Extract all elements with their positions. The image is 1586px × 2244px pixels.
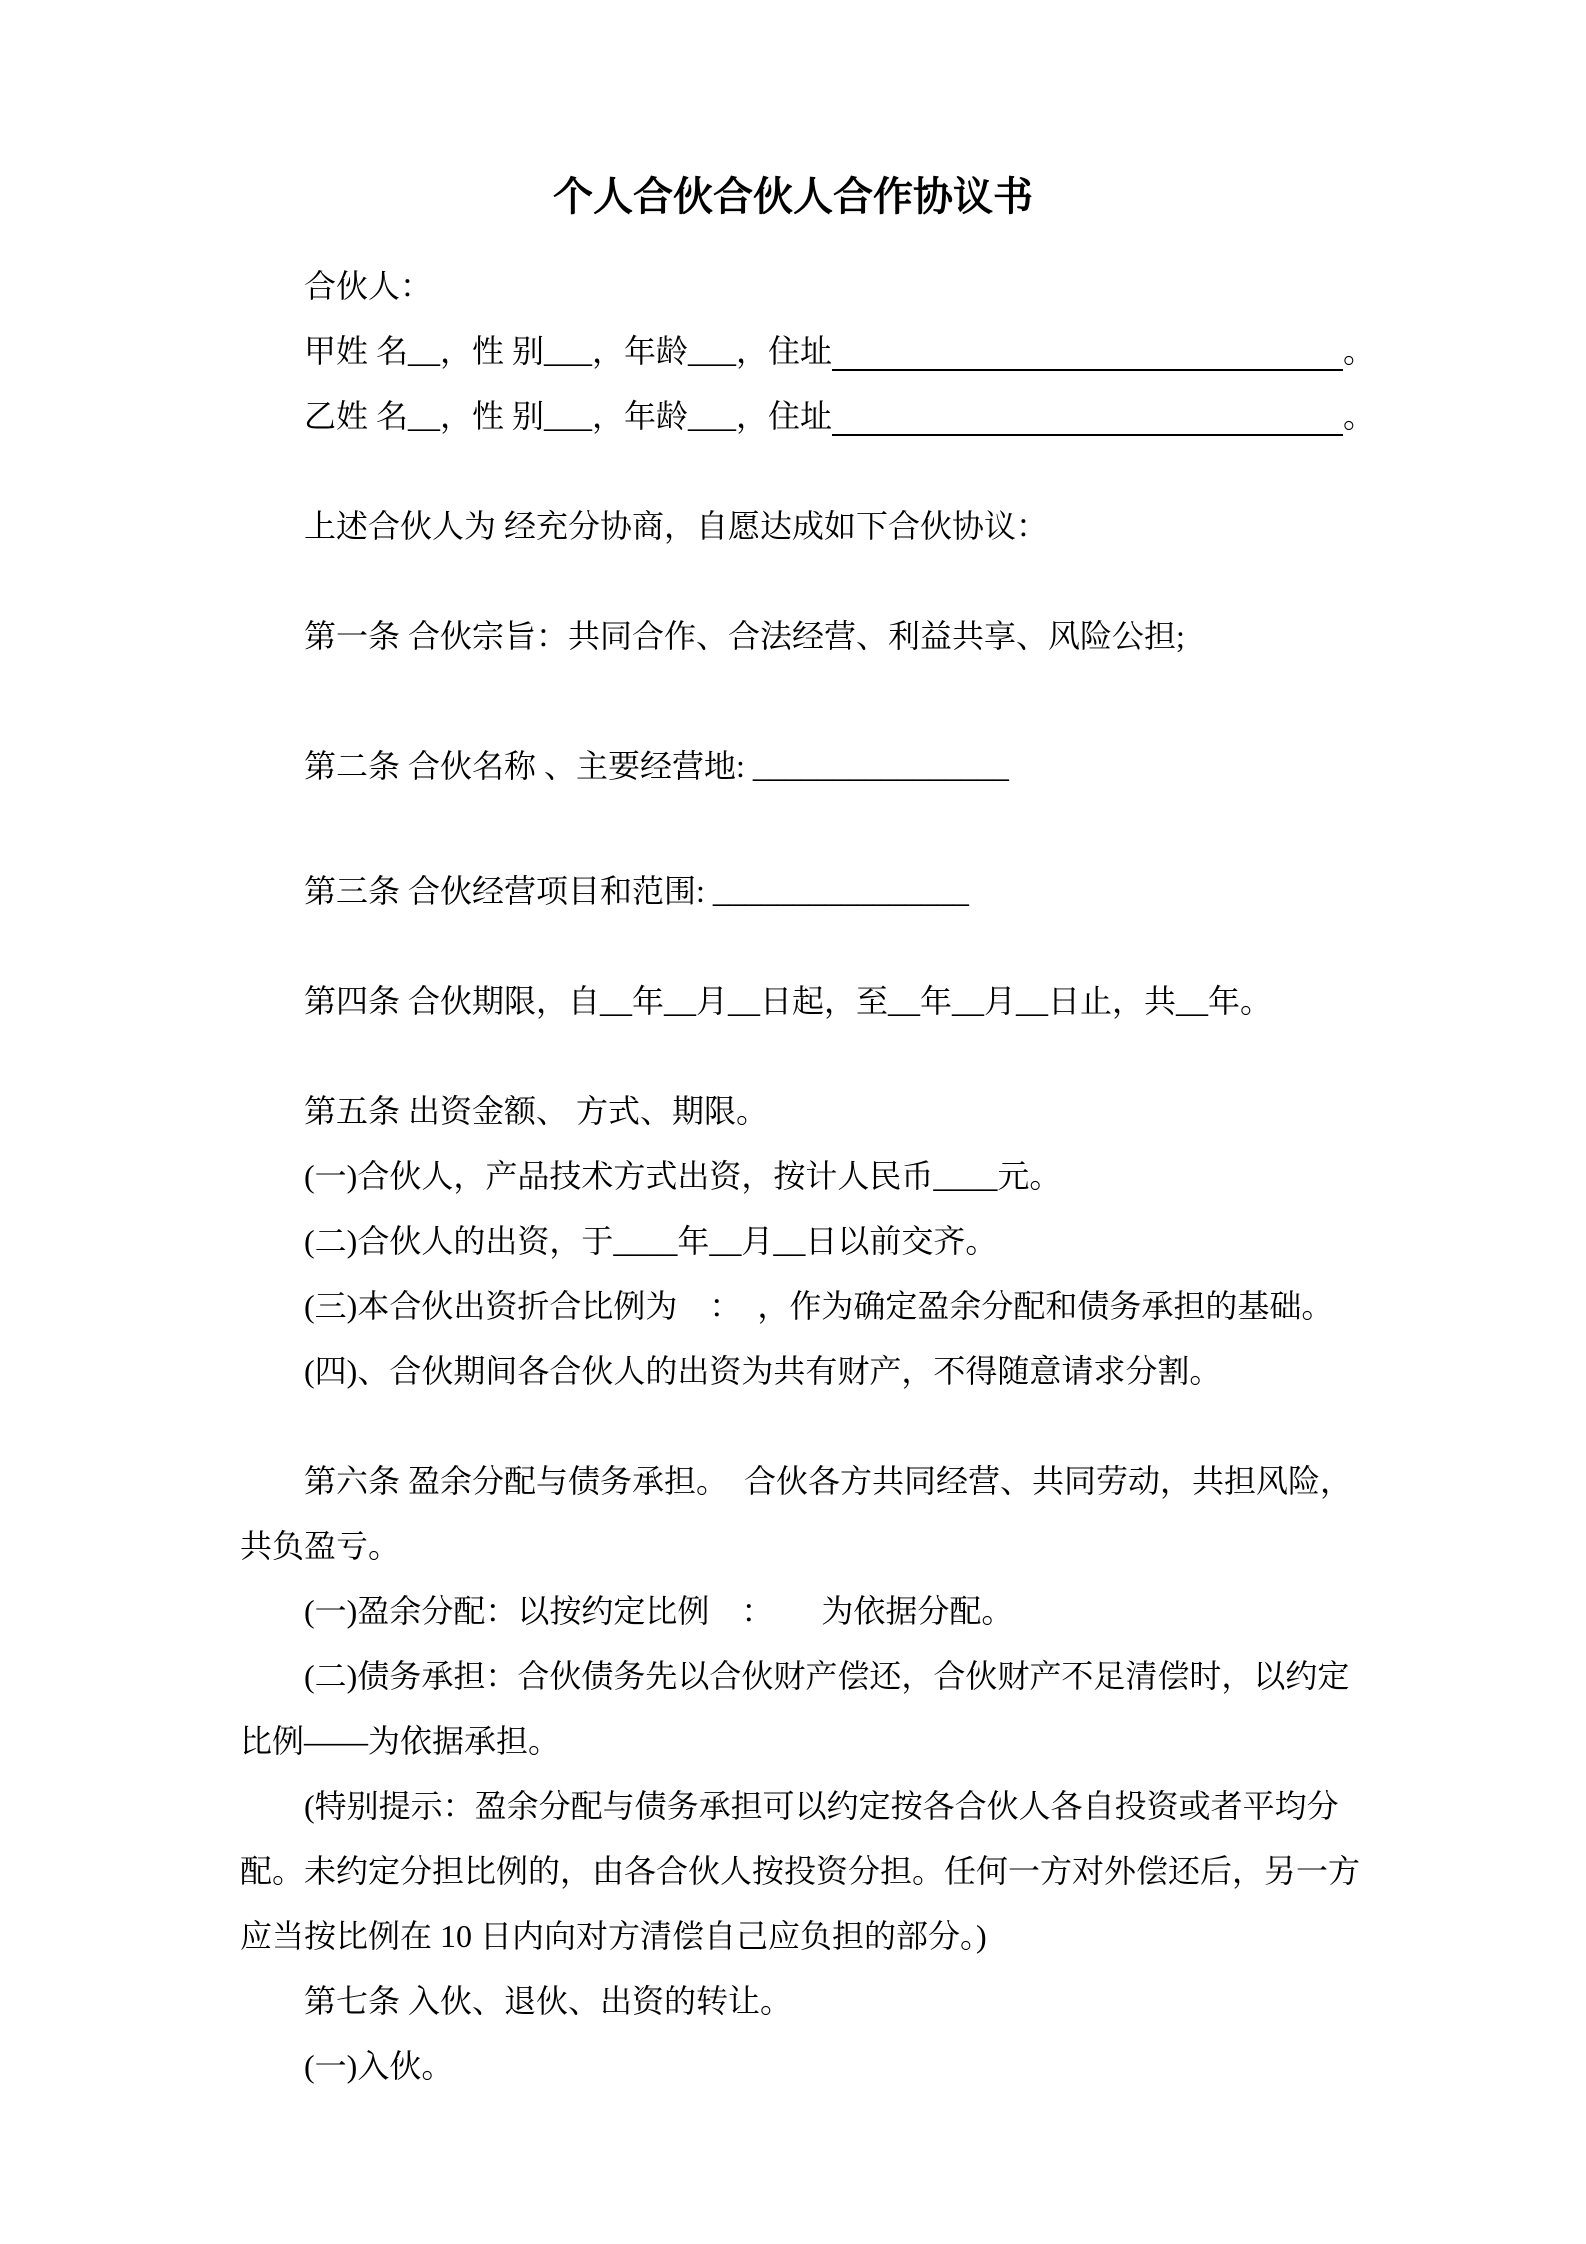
text-line: (特别提示：盈余分配与债务承担可以约定按各合伙人各自投资或者平均分 [304,1788,1339,1824]
fill-in-blank-line [240,319,1375,384]
text-line: (一)合伙人，产品技术方式出资，按计人民币____元。 [304,1158,1062,1194]
text-line: 共负盈亏。 [240,1528,401,1564]
article-4 [240,969,1375,1034]
text-line: 第三条 合伙经营项目和范围: ________________ [304,873,969,909]
article-3 [240,859,1375,924]
article-6-item-1 [240,1579,1375,1644]
article-7-item-1 [240,2034,1375,2099]
line-text: 乙姓 名__，性 别___，年龄___，住址 [304,398,833,434]
fill-in-blank-line [240,384,1375,449]
text-line: 配。未约定分担比例的，由各合伙人按投资分担。任何一方对外偿还后，另一方 [240,1853,1361,1889]
blank-underline [832,319,1343,371]
text-line: 第四条 合伙期限，自__年__月__日起，至__年__月__日止，共__年。 [304,983,1273,1019]
text-line: (二)债务承担：合伙债务先以合伙财产偿还，合伙财产不足清偿时，以约定 [304,1658,1350,1694]
blank-underline [832,384,1343,436]
document-body [240,254,1375,2099]
line-text: 甲姓 名__，性 别___，年龄___，住址 [304,333,833,369]
line-text: 。 [1342,333,1375,369]
document-title: 个人合伙合伙人合作协议书 [553,174,1033,219]
text-line: 应当按比例在 10 日内向对方清偿自己应负担的部分。) [240,1918,987,1954]
text-line: (一)盈余分配：以按约定比例 ： 为依据分配。 [304,1593,1014,1629]
article-5-item-3 [240,1274,1375,1339]
preamble [240,494,1375,559]
text-line: 上述合伙人为 经充分协商，自愿达成如下合伙协议： [304,508,1049,544]
text-line: (一)入伙。 [304,2048,454,2084]
text-line: 第二条 合伙名称 、主要经营地: ________________ [304,748,1009,784]
article-5-item-4 [240,1339,1375,1404]
article-1 [240,604,1375,669]
text-line: (四)、合伙期间各合伙人的出资为共有财产，不得随意请求分割。 [304,1353,1222,1389]
article-5-item-2 [240,1209,1375,1274]
text-line: 合伙人： [304,268,433,304]
special-note [240,1774,1375,1969]
text-line: 第五条 出资金额、 方式、期限。 [304,1093,769,1129]
text-line: (二)合伙人的出资，于____年__月__日以前交齐。 [304,1223,998,1259]
text-line: 第六条 盈余分配与债务承担。 合伙各方共同经营、共同劳动，共担风险， [304,1463,1353,1499]
article-7 [240,1969,1375,2034]
text-line: 比例——为依据承担。 [240,1723,561,1759]
text-line: 第七条 入伙、退伙、出资的转让。 [304,1983,793,2019]
partners-label [240,254,1375,319]
text-line: (三)本合伙出资折合比例为 ： ，作为确定盈余分配和债务承担的基础。 [304,1288,1334,1324]
line-text: 。 [1342,398,1375,434]
article-5-item-1 [240,1144,1375,1209]
text-line: 第一条 合伙宗旨：共同合作、合法经营、利益共享、风险公担; [304,618,1185,654]
partner-a-line [240,319,1375,384]
article-5 [240,1079,1375,1144]
article-6-item-2 [240,1644,1375,1774]
article-6 [240,1449,1375,1579]
partner-b-line [240,384,1375,449]
article-2 [240,734,1375,799]
